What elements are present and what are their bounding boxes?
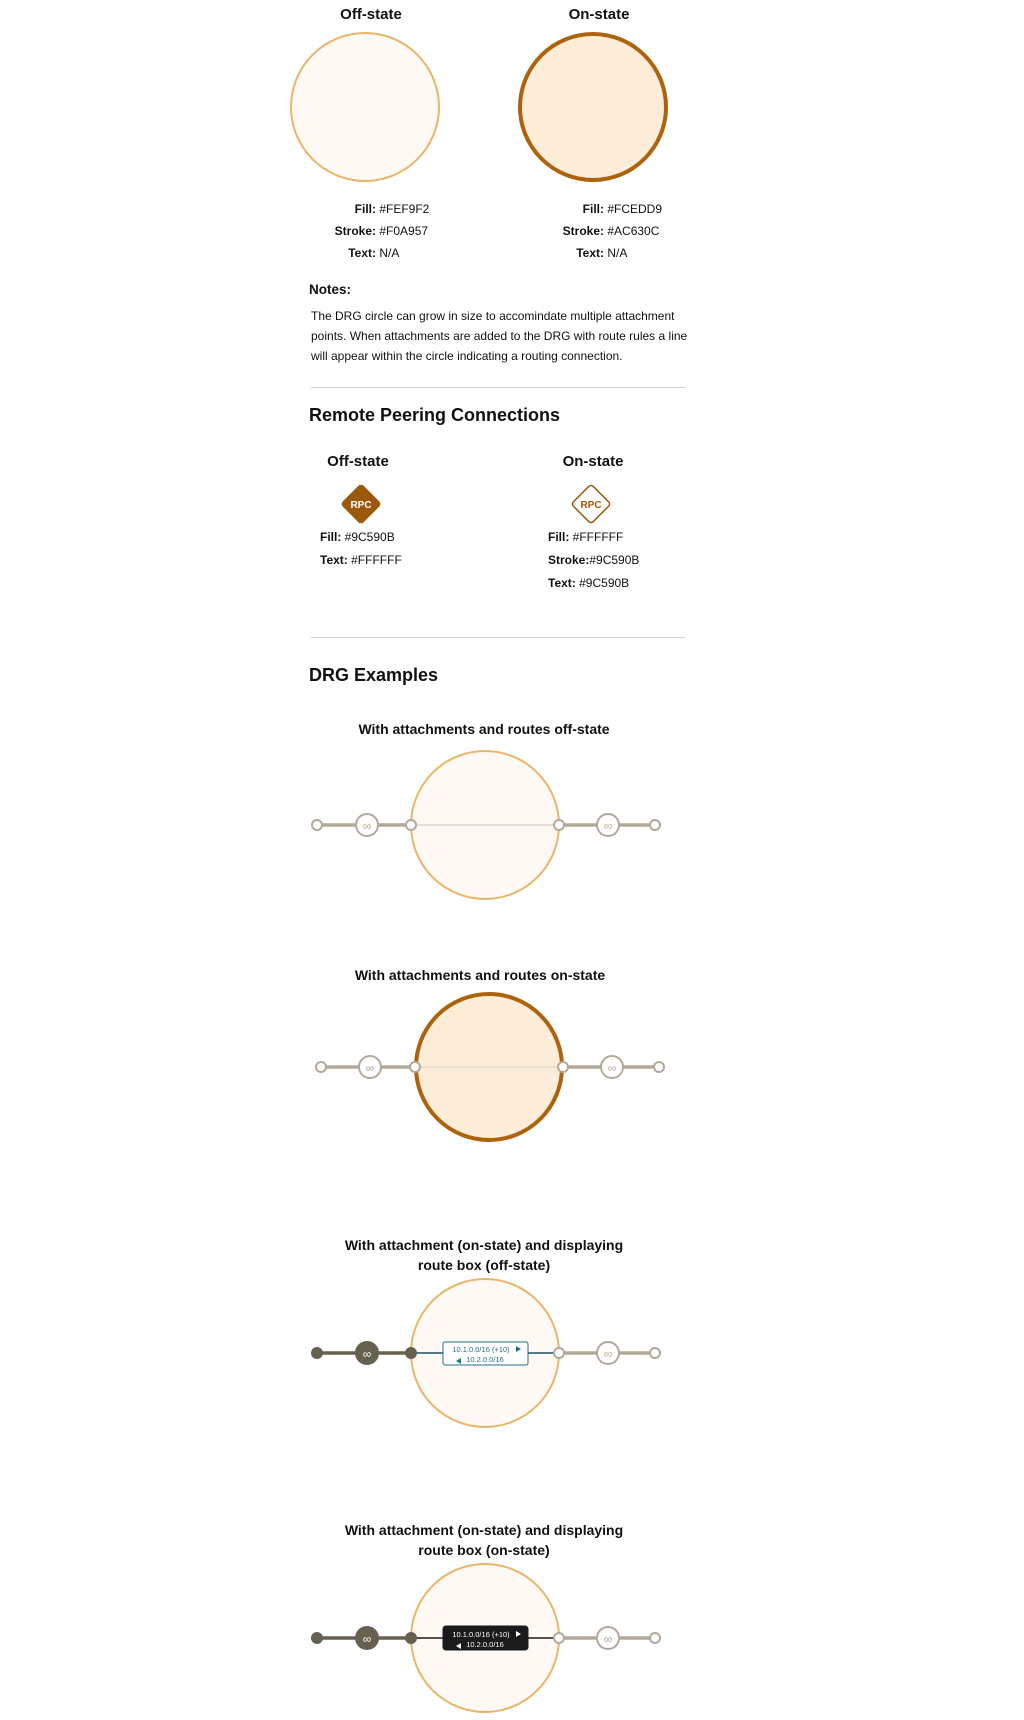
example-2-title: With attachments and routes on-state <box>354 967 606 983</box>
spec-label: Text: <box>348 246 376 260</box>
route-box-line-1: 10.1.0.0/16 (+10) <box>452 1630 510 1639</box>
port-node <box>554 820 564 830</box>
notes-body: The DRG circle can grow in size to accomindate multiple attachment points. When attachments are added to the DRG with route rules a line will appear within the circle indicating a routing connection. <box>311 309 688 363</box>
example-1-title: With attachments and routes off-state <box>358 721 610 737</box>
spec-value: #FFFFFF <box>572 530 624 544</box>
link-icon: ∞ <box>362 1632 372 1646</box>
example-3-title: With attachment (on-state) and displaying route box (off-state) <box>344 1237 624 1273</box>
endpoint-node <box>312 1633 322 1643</box>
endpoint-node <box>650 1633 660 1643</box>
spec-label: Stroke: <box>334 224 376 238</box>
spec-value: #9C590B <box>589 553 640 567</box>
spec-label: Fill: <box>354 202 376 216</box>
spec-value: #F0A957 <box>379 224 429 238</box>
example-2-diagram <box>300 987 680 1147</box>
drg-on-state-title: On-state <box>568 6 630 23</box>
link-icon: ∞ <box>365 1061 375 1075</box>
rpc-on-state-title: On-state <box>562 453 624 470</box>
endpoint-node <box>312 1348 322 1358</box>
example-1-diagram <box>300 745 680 905</box>
port-node <box>554 1348 564 1358</box>
examples-section-title: DRG Examples <box>309 665 439 685</box>
rpc-section-title: Remote Peering Connections <box>309 405 561 425</box>
link-icon: ∞ <box>607 1061 617 1075</box>
endpoint-node <box>650 1348 660 1358</box>
endpoint-node <box>316 1062 326 1072</box>
spec-label: Stroke: <box>548 553 590 567</box>
link-icon: ∞ <box>362 1347 372 1361</box>
divider <box>311 387 685 388</box>
rpc-on-badge-text: RPC <box>580 500 602 511</box>
example-4-title: With attachment (on-state) and displaying route box (on-state) <box>344 1522 624 1558</box>
link-icon: ∞ <box>362 819 372 833</box>
example-3-diagram <box>300 1273 680 1433</box>
spec-label: Text: <box>548 576 576 590</box>
rpc-off-state-title: Off-state <box>327 453 389 470</box>
port-node <box>554 1633 564 1643</box>
spec-value: #9C590B <box>344 530 395 544</box>
drg-off-state-spec <box>300 198 429 264</box>
drg-on-state-circle <box>520 34 666 180</box>
rpc-off-badge <box>338 481 384 527</box>
link-icon: ∞ <box>603 819 613 833</box>
port-node <box>410 1062 420 1072</box>
route-box-line-2: 10.2.0.0/16 <box>466 1355 504 1364</box>
spec-value: #9C590B <box>579 576 630 590</box>
link-icon: ∞ <box>603 1347 613 1361</box>
spec-label: Text: <box>320 553 348 567</box>
route-box-line-2: 10.2.0.0/16 <box>466 1640 504 1649</box>
drg-state-circles <box>290 30 460 190</box>
drg-off-state-title: Off-state <box>340 6 402 23</box>
spec-value: #AC630C <box>607 224 660 238</box>
route-box-line-1: 10.1.0.0/16 (+10) <box>452 1345 510 1354</box>
spec-label: Fill: <box>548 530 570 544</box>
spec-label: Text: <box>576 246 604 260</box>
endpoint-node <box>650 820 660 830</box>
rpc-on-badge <box>568 481 614 527</box>
rpc-off-state-spec <box>320 526 402 572</box>
spec-label: Fill: <box>582 202 604 216</box>
spec-value: #FCEDD9 <box>607 202 663 216</box>
endpoint-node <box>654 1062 664 1072</box>
drg-off-state-circle <box>291 33 439 181</box>
spec-value: N/A <box>607 246 628 260</box>
port-node <box>406 820 416 830</box>
drg-on-state-svg <box>518 30 688 190</box>
spec-value: #FEF9F2 <box>379 202 430 216</box>
divider <box>311 637 685 638</box>
port-node <box>558 1062 568 1072</box>
spec-value: N/A <box>379 246 400 260</box>
spec-label: Fill: <box>320 530 342 544</box>
rpc-off-badge-text: RPC <box>350 500 372 511</box>
port-node <box>406 1633 416 1643</box>
spec-value: #FFFFFF <box>351 553 402 567</box>
rpc-on-state-spec <box>548 526 639 595</box>
example-4-diagram <box>300 1558 680 1718</box>
port-node <box>406 1348 416 1358</box>
endpoint-node <box>312 820 322 830</box>
link-icon: ∞ <box>603 1632 613 1646</box>
drg-on-state-spec <box>528 198 662 264</box>
notes-title: Notes: <box>309 282 352 297</box>
spec-label: Stroke: <box>562 224 604 238</box>
